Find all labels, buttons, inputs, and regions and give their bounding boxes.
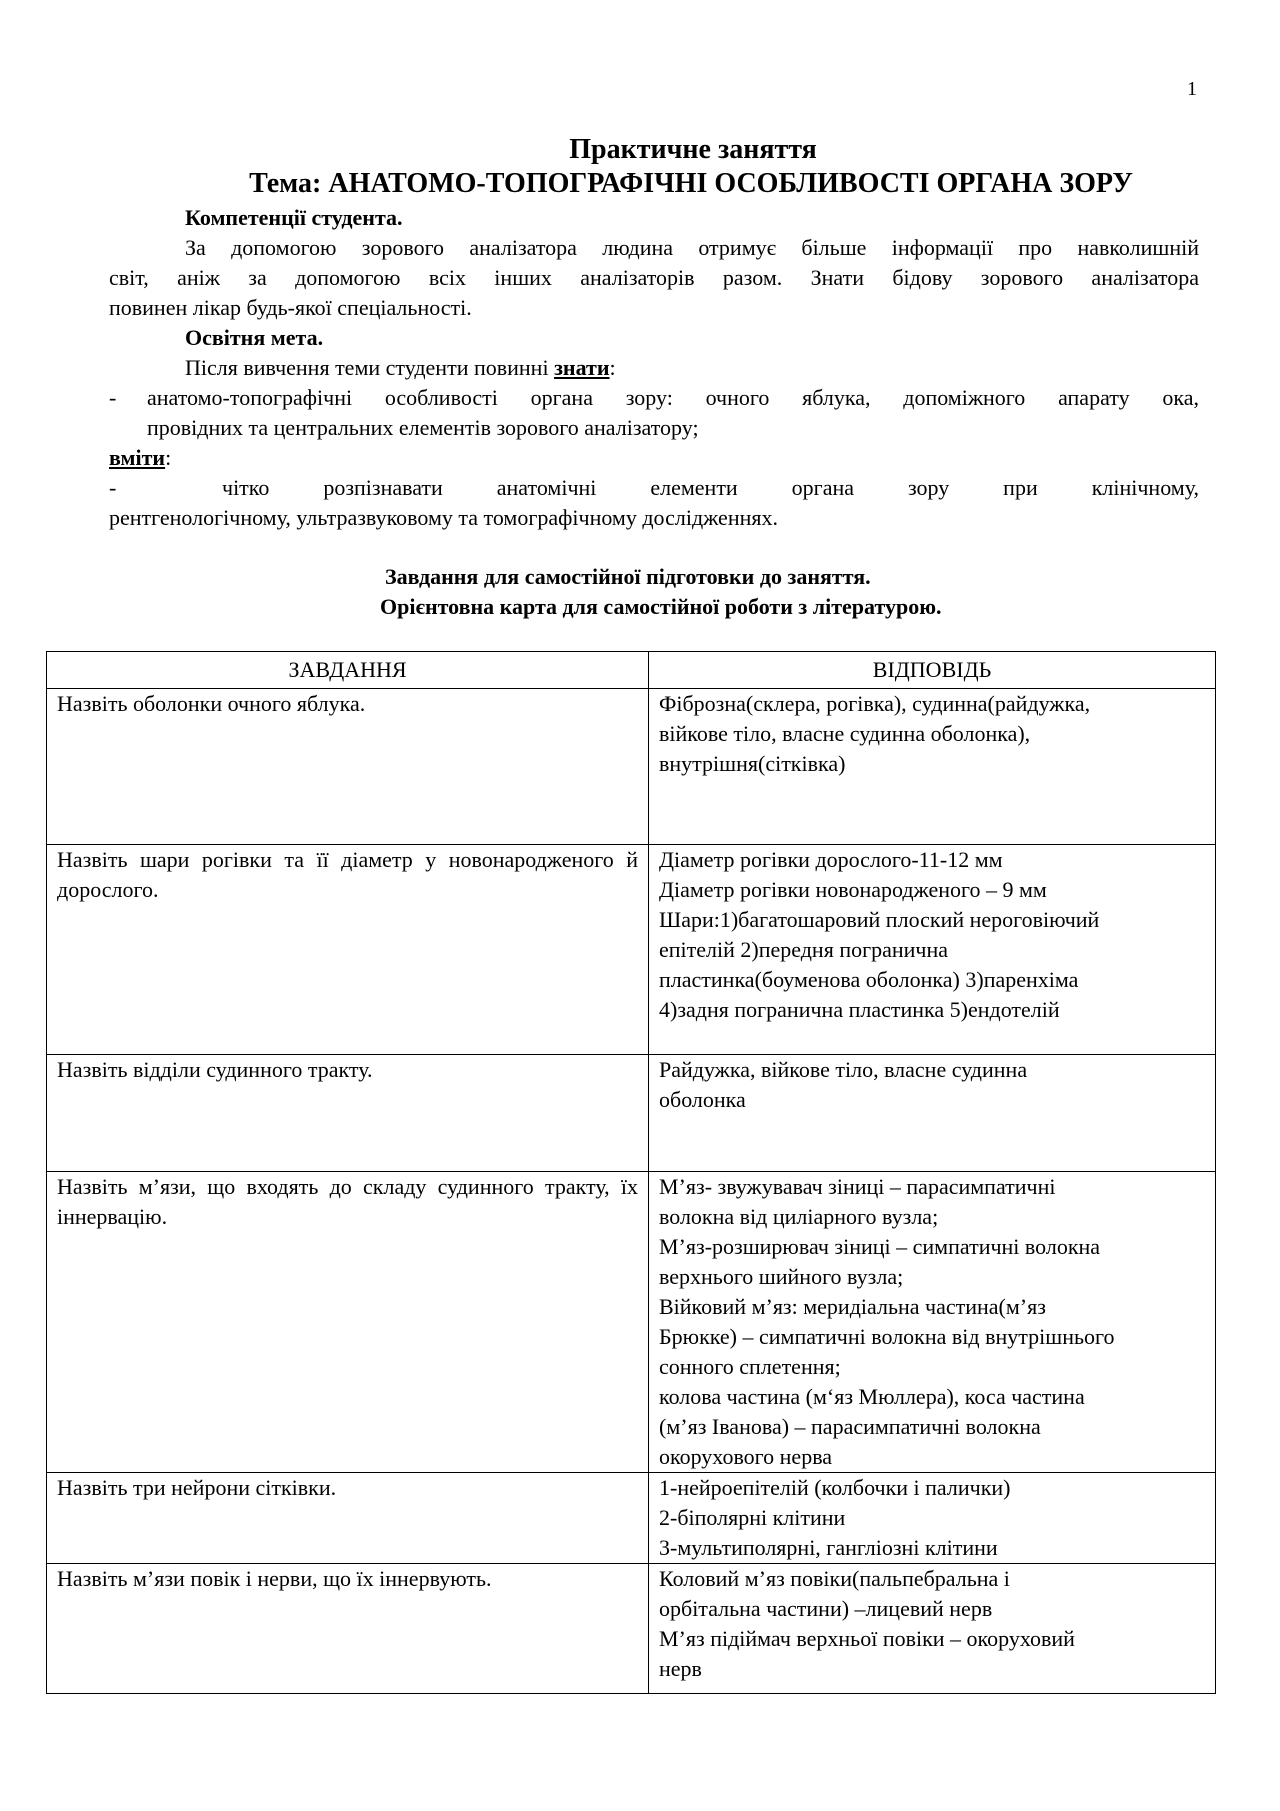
answer-line: орбітальна частини) –лицевий нерв [659, 1596, 993, 1621]
answer-line: Фіброзна(склера, рогівка), судинна(райдужка, [659, 691, 1091, 716]
bullet1-line1: анатомо-топографічні особливості органа зору: очного яблука, допоміжного апарату ока, [147, 385, 1199, 410]
answer-line: Брюкке) – симпатичні волокна від внутрішнього [659, 1324, 1115, 1349]
answer-cell [649, 1473, 1216, 1564]
answer-line: Шари:1)багатошаровий плоский нероговіючий [659, 907, 1100, 932]
answer-cell [649, 845, 1216, 1055]
document-title: Практичне заняття [569, 134, 817, 165]
answer-line: епітелій 2)передня погранична [659, 937, 949, 962]
table-row [47, 1172, 1216, 1473]
goal-heading: Освітня мета. [185, 325, 324, 350]
answer-line: верхнього шийного вузла; [659, 1264, 904, 1289]
task-cell: Назвіть три нейрони сітківки. [47, 1473, 649, 1564]
competence-line-2: світ, аніж за допомогою всіх інших аналізаторів разом. Знати бідову зорового аналізатора [109, 265, 1199, 290]
answer-line: нерв [659, 1656, 702, 1681]
answer-line: внутрішня(сітківка) [659, 751, 846, 776]
answer-line: 4)задня погранична пластинка 5)ендотелій [659, 997, 1060, 1022]
know-colon: : [609, 355, 616, 380]
answer-line: колова частина (м‘яз Мюллера), коса частина [659, 1384, 1085, 1409]
tasks-table [46, 651, 1216, 1694]
answer-cell [649, 1172, 1216, 1473]
bullet2-line2: рентгенологічному, ультразвуковому та томографічному дослідженнях. [109, 505, 778, 530]
answer-line: 1-нейроепітелій (колбочки і палички) [659, 1475, 1011, 1500]
task-cell: Назвіть відділи судинного тракту. [47, 1055, 649, 1172]
bullet1-line2: провідних та центральних елементів зорового аналізатору; [147, 415, 699, 440]
tasks-heading-2: Орієнтовна карта для самостійної роботи з літературою. [380, 594, 942, 619]
answer-line: волокна від циліарного вузла; [659, 1204, 939, 1229]
document-theme: Тема: АНАТОМО-ТОПОГРАФІЧНІ ОСОБЛИВОСТІ ОРГАНА ЗОРУ [249, 168, 1133, 199]
can-colon: : [165, 445, 172, 470]
competence-heading: Компетенції студента. [185, 205, 403, 230]
answer-cell [649, 1055, 1216, 1172]
goal-intro-text: Після вивчення теми студенти повинні [185, 355, 555, 380]
table-header-row [47, 652, 1216, 689]
answer-line: Діаметр рогівки новонародженого – 9 мм [659, 877, 1047, 902]
table-row [47, 689, 1216, 845]
task-cell: Назвіть м’язи, що входять до складу судинного тракту, їх іннервацію. [47, 1172, 649, 1473]
competence-line-3: повинен лікар будь-якої спеціальності. [109, 295, 472, 320]
answer-line: окорухового нерва [659, 1444, 833, 1469]
bullet-dash-2: - [109, 475, 117, 500]
column-header-answer: ВІДПОВІДЬ [649, 652, 1216, 689]
answer-cell [649, 689, 1216, 845]
table-row [47, 845, 1216, 1055]
answer-line: оболонка [659, 1087, 746, 1112]
answer-line: Діаметр рогівки дорослого-11-12 мм [659, 847, 1003, 872]
answer-line: М’яз- звужувавач зіниці – парасимпатичні [659, 1174, 1056, 1199]
answer-line: війкове тіло, власне судинна оболонка), [659, 721, 1031, 746]
table-row [47, 1055, 1216, 1172]
know-word: знати [554, 355, 610, 380]
table-row [47, 1564, 1216, 1694]
task-cell: Назвіть шари рогівки та її діаметр у новонародженого й дорослого. [47, 845, 649, 1055]
bullet2-line1: чітко розпізнавати анатомічні елементи органа зору при клінічному, [222, 475, 1199, 500]
answer-line: Війковий м’яз: меридіальна частина(м’яз [659, 1294, 1046, 1319]
answer-cell [649, 1564, 1216, 1694]
answer-line: Райдужка, війкове тіло, власне судинна [659, 1057, 1028, 1082]
answer-line: (м’яз Іванова) – парасимпатичні волокна [659, 1414, 1041, 1439]
answer-line: 3-мультиполярні, гангліозні клітини [659, 1535, 998, 1560]
task-cell: Назвіть м’язи повік і нерви, що їх іннервують. [47, 1564, 649, 1694]
goal-intro [185, 353, 616, 383]
can-label [109, 443, 171, 473]
answer-line: М’яз-розширювач зіниці – симпатичні волокна [659, 1234, 1101, 1259]
answer-line: 2-біполярні клітини [659, 1505, 846, 1530]
answer-line: сонного сплетення; [659, 1354, 841, 1379]
task-cell: Назвіть оболонки очного яблука. [47, 689, 649, 845]
page-number: 1 [1187, 78, 1197, 100]
answer-line: Коловий м’яз повіки(пальпебральна і [659, 1566, 1010, 1591]
bullet-dash-1: - [109, 385, 117, 410]
answer-line: пластинка(боуменова оболонка) 3)паренхіма [659, 967, 1079, 992]
competence-line-1: За допомогою зорового аналізатора людина отримує більше інформації про навколишній [185, 235, 1199, 260]
answer-line: М’яз підіймач верхньої повіки – окоруховий [659, 1626, 1075, 1651]
table-row [47, 1473, 1216, 1564]
tasks-heading-1: Завдання для самостійної підготовки до заняття. [385, 564, 871, 589]
can-word: вміти [109, 445, 166, 470]
column-header-task: ЗАВДАННЯ [47, 652, 649, 689]
